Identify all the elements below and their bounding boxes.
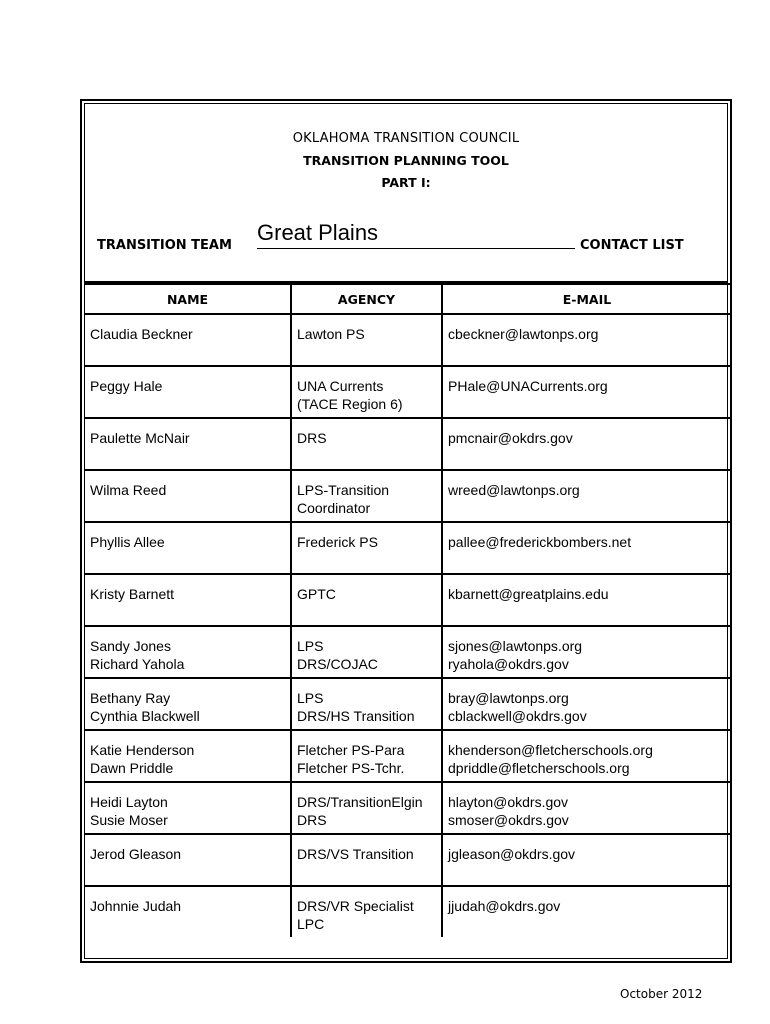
- agency-text: Frederick PS: [297, 534, 378, 550]
- agency-cell: [291, 834, 442, 886]
- name-cell: [85, 626, 291, 678]
- agency-cell: [291, 678, 442, 730]
- agency-cell: [291, 782, 442, 834]
- email-cell: [442, 626, 731, 678]
- name-text: Claudia Beckner: [90, 326, 193, 342]
- table-row: [85, 314, 731, 366]
- email-cell: [442, 730, 731, 782]
- email-cell: [442, 522, 731, 574]
- name-cell: [85, 886, 291, 937]
- agency-text: GPTC: [297, 586, 336, 602]
- name-text: Bethany Ray Cynthia Blackwell: [90, 690, 200, 724]
- agency-cell: [291, 366, 442, 418]
- email-text: hlayton@okdrs.gov smoser@okdrs.gov: [448, 794, 569, 828]
- agency-cell: [291, 730, 442, 782]
- email-cell: [442, 834, 731, 886]
- column-header-name: NAME: [85, 284, 291, 314]
- name-cell: [85, 782, 291, 834]
- email-text: pmcnair@okdrs.gov: [448, 430, 573, 446]
- agency-cell: [291, 574, 442, 626]
- email-text: jjudah@okdrs.gov: [448, 898, 561, 914]
- table-row: [85, 886, 731, 937]
- email-cell: [442, 782, 731, 834]
- email-cell: [442, 678, 731, 730]
- name-text: Peggy Hale: [90, 378, 163, 394]
- name-cell: [85, 730, 291, 782]
- email-cell: [442, 366, 731, 418]
- table-row: [85, 470, 731, 522]
- agency-text: UNA Currents (TACE Region 6): [297, 378, 403, 412]
- table-body: [85, 314, 731, 937]
- name-text: Kristy Barnett: [90, 586, 175, 602]
- name-text: Johnnie Judah: [90, 898, 182, 914]
- agency-text: LPS DRS/COJAC: [297, 638, 378, 672]
- email-text: sjones@lawtonps.org ryahola@okdrs.gov: [448, 638, 583, 672]
- table-row: [85, 678, 731, 730]
- name-cell: [85, 418, 291, 470]
- email-cell: [442, 470, 731, 522]
- email-cell: [442, 886, 731, 937]
- agency-cell: [291, 886, 442, 937]
- table-row: [85, 366, 731, 418]
- name-cell: [85, 470, 291, 522]
- column-header-agency: AGENCY: [291, 284, 442, 314]
- name-text: Wilma Reed: [90, 482, 167, 498]
- name-cell: [85, 834, 291, 886]
- name-text: Katie Henderson Dawn Priddle: [90, 742, 195, 776]
- table-row: [85, 418, 731, 470]
- transition-form: [80, 99, 732, 963]
- table-row: [85, 834, 731, 886]
- table-row: [85, 626, 731, 678]
- agency-cell: [291, 626, 442, 678]
- table-row: [85, 522, 731, 574]
- email-text: cbeckner@lawtonps.org: [448, 326, 599, 342]
- email-text: khenderson@fletcherschools.org dpriddle@fletcherschools.org: [448, 742, 653, 776]
- name-cell: [85, 314, 291, 366]
- name-cell: [85, 366, 291, 418]
- team-label: TRANSITION TEAM: [97, 238, 232, 253]
- table-row: [85, 574, 731, 626]
- email-text: jgleason@okdrs.gov: [448, 846, 576, 862]
- email-cell: [442, 574, 731, 626]
- council-title: OKLAHOMA TRANSITION COUNCIL: [292, 131, 520, 146]
- email-text: PHale@UNACurrents.org: [448, 378, 608, 394]
- agency-text: LPS DRS/HS Transition: [297, 690, 415, 724]
- contact-table: [85, 283, 731, 937]
- agency-cell: [291, 522, 442, 574]
- agency-text: Fletcher PS-Para Fletcher PS-Tchr.: [297, 742, 405, 776]
- agency-text: LPS-Transition Coordinator: [297, 482, 390, 516]
- tool-title: TRANSITION PLANNING TOOL: [303, 153, 509, 168]
- name-text: Jerod Gleason: [90, 846, 182, 862]
- name-cell: [85, 574, 291, 626]
- name-text: Sandy Jones Richard Yahola: [90, 638, 185, 672]
- name-text: Phyllis Allee: [90, 534, 165, 550]
- email-cell: [442, 314, 731, 366]
- email-text: wreed@lawtonps.org: [448, 482, 580, 498]
- agency-text: DRS/TransitionElgin DRS: [297, 794, 423, 828]
- email-text: kbarnett@greatplains.edu: [448, 586, 609, 602]
- part-title: PART I:: [381, 175, 431, 190]
- name-text: Heidi Layton Susie Moser: [90, 794, 168, 828]
- email-cell: [442, 418, 731, 470]
- table-row: [85, 730, 731, 782]
- email-text: bray@lawtonps.org cblackwell@okdrs.gov: [448, 690, 587, 724]
- footer-date: October 2012: [620, 987, 703, 1001]
- team-name-field[interactable]: Great Plains: [257, 220, 575, 249]
- column-header-email: E-MAIL: [442, 284, 731, 314]
- agency-text: DRS/VS Transition: [297, 846, 414, 862]
- name-cell: [85, 678, 291, 730]
- form-header: [85, 104, 727, 283]
- form-inner-border: [84, 103, 728, 959]
- email-text: pallee@frederickbombers.net: [448, 534, 632, 550]
- agency-cell: [291, 314, 442, 366]
- agency-cell: [291, 418, 442, 470]
- agency-text: Lawton PS: [297, 326, 365, 342]
- contact-list-label: CONTACT LIST: [580, 238, 684, 253]
- name-cell: [85, 522, 291, 574]
- agency-cell: [291, 470, 442, 522]
- agency-text: DRS/VR Specialist LPC: [297, 898, 414, 932]
- agency-text: DRS: [297, 430, 327, 446]
- name-text: Paulette McNair: [90, 430, 190, 446]
- table-row: [85, 782, 731, 834]
- table-header-row: [85, 284, 731, 314]
